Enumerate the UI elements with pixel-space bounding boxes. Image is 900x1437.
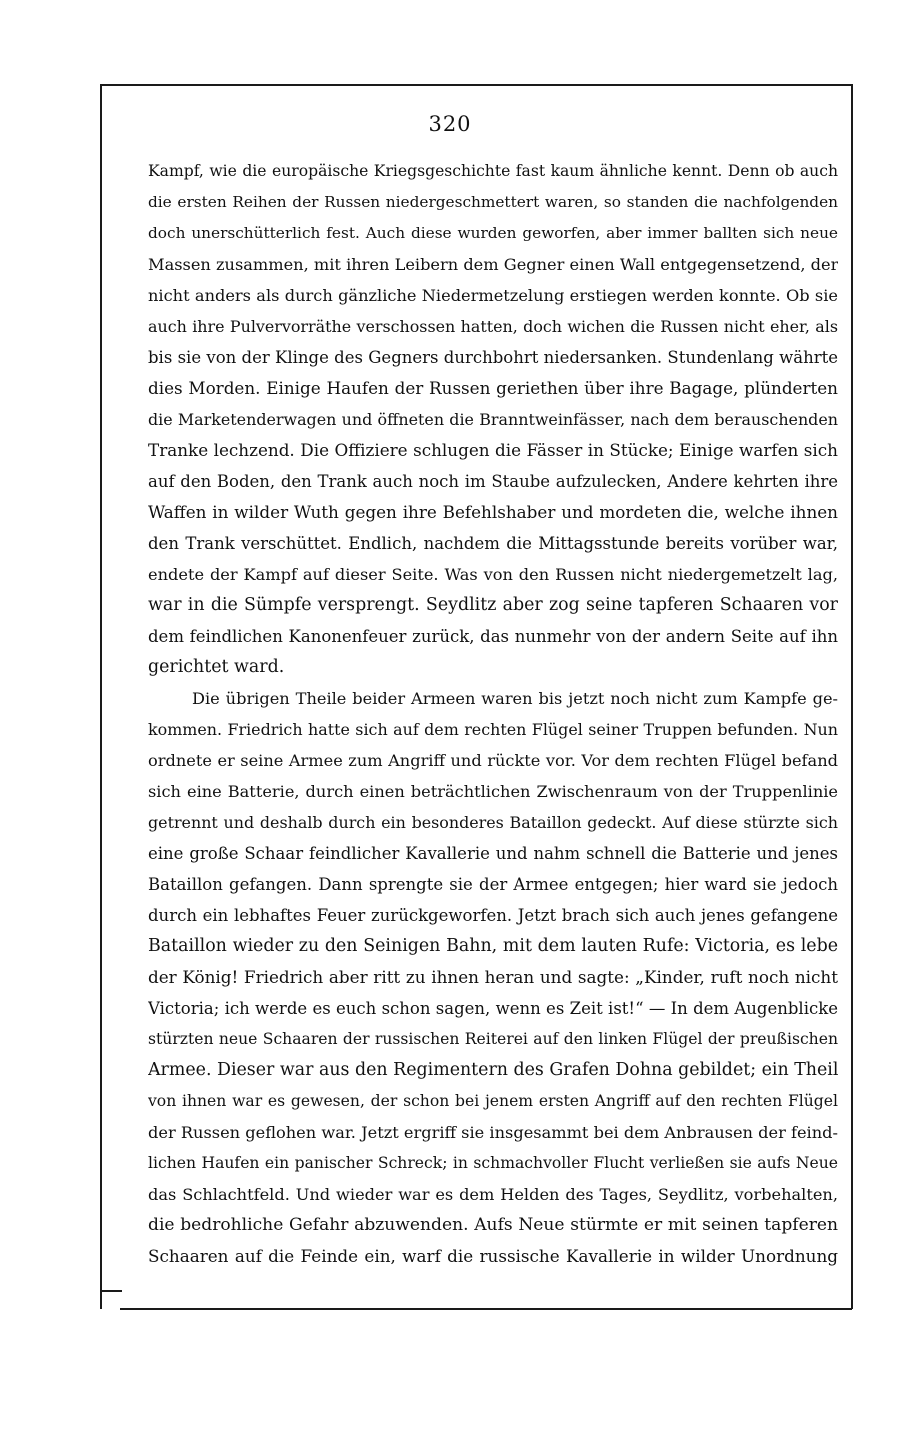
text-line: die Marketenderwagen und öffneten die Branntweinfässer, nach dem berauschenden — [148, 410, 838, 429]
text-line: stürzten neue Schaaren der russischen Reiterei auf den linken Flügel der preußischen — [148, 1030, 838, 1048]
text-line: endete der Kampf auf dieser Seite. Was von den Russen nicht niedergemetzelt lag, — [148, 565, 838, 584]
text-line: getrennt und deshalb durch ein besonderes Bataillon gedeckt. Auf diese stürzte sich — [148, 813, 838, 832]
text-line: von ihnen war es gewesen, der schon bei jenem ersten Angriff auf den rechten Flügel — [148, 1092, 838, 1110]
text-line: eine große Schaar feindlicher Kavallerie und nahm schnell die Batterie und jenes — [148, 844, 838, 863]
text-line: Die übrigen Theile beider Armeen waren bis jetzt noch nicht zum Kampfe ge- — [192, 689, 838, 708]
text-line: Bataillon gefangen. Dann sprengte sie der Armee entgegen; hier ward sie jedoch — [148, 875, 838, 894]
text-line: doch unerschütterlich fest. Auch diese wurden geworfen, aber immer ballten sich neue — [148, 224, 838, 242]
text-line: ordnete er seine Armee zum Angriff und rückte vor. Vor dem rechten Flügel befand — [148, 751, 838, 770]
text-line: die ersten Reihen der Russen niedergeschmettert waren, so standen die nachfolgenden — [148, 193, 838, 211]
text-line: Armee. Dieser war aus den Regimentern des Grafen Dohna gebildet; ein Theil — [148, 1060, 838, 1080]
text-line: der König! Friedrich aber ritt zu ihnen heran und sagte: „Kinder, ruft noch nicht — [148, 967, 838, 987]
text-line: Bataillon wieder zu den Seinigen Bahn, mit dem lauten Rufe: Victoria, es lebe — [148, 936, 838, 956]
frame-left-rule — [100, 84, 102, 1309]
body-text — [148, 156, 838, 1272]
frame-top-rule — [100, 84, 852, 86]
text-line: war in die Sümpfe versprengt. Seydlitz aber zog seine tapferen Schaaren vor — [148, 595, 838, 615]
text-line: dies Morden. Einige Haufen der Russen geriethen über ihre Bagage, plünderten — [148, 378, 838, 398]
text-line: Kampf, wie die europäische Kriegsgeschichte fast kaum ähnliche kennt. Denn ob auch — [148, 162, 838, 180]
page-number: 320 — [428, 112, 472, 136]
text-line: Victoria; ich werde es euch schon sagen, wenn es Zeit ist!“ — In dem Augenblicke — [148, 999, 838, 1018]
text-line: das Schlachtfeld. Und wieder war es dem Helden des Tages, Seydlitz, vorbehalten, — [148, 1185, 838, 1204]
text-line: gerichtet ward. — [148, 657, 285, 677]
text-line: auf den Boden, den Trank auch noch im Staube aufzulecken, Andere kehrten ihre — [148, 472, 838, 491]
text-line: auch ihre Pulvervorräthe verschossen hatten, doch wichen die Russen nicht eher, als — [148, 317, 838, 336]
text-line: Tranke lechzend. Die Offiziere schlugen die Fässer in Stücke; Einige warfen sich — [148, 440, 838, 460]
text-line: den Trank verschüttet. Endlich, nachdem die Mittagsstunde bereits vorüber war, — [148, 534, 838, 553]
text-line: der Russen geflohen war. Jetzt ergriff sie insgesammt bei dem Anbrausen der feind- — [148, 1123, 838, 1142]
frame-bottom-left-rule — [100, 1290, 122, 1292]
text-line: Waffen in wilder Wuth gegen ihre Befehlshaber und mordeten die, welche ihnen — [148, 502, 838, 522]
text-line: bis sie von der Klinge des Gegners durchbohrt niedersanken. Stundenlang währte — [148, 348, 838, 367]
text-line: durch ein lebhaftes Feuer zurückgeworfen. Jetzt brach sich auch jenes gefangene — [148, 906, 838, 925]
text-line: dem feindlichen Kanonenfeuer zurück, das nunmehr von der andern Seite auf ihn — [148, 627, 838, 646]
text-line: Massen zusammen, mit ihren Leibern dem Gegner einen Wall entgegensetzend, der — [148, 255, 838, 274]
frame-bottom-rule — [120, 1308, 852, 1310]
text-line: nicht anders als durch gänzliche Niedermetzelung erstiegen werden konnte. Ob sie — [148, 286, 838, 305]
text-line: lichen Haufen ein panischer Schreck; in schmachvoller Flucht verließen sie aufs Neue — [148, 1154, 838, 1172]
frame-right-rule — [851, 84, 853, 1309]
text-line: die bedrohliche Gefahr abzuwenden. Aufs Neue stürmte er mit seinen tapferen — [148, 1215, 838, 1235]
text-line: sich eine Batterie, durch einen beträchtlichen Zwischenraum von der Truppenlinie — [148, 782, 838, 801]
text-line: kommen. Friedrich hatte sich auf dem rechten Flügel seiner Truppen befunden. Nun — [148, 720, 838, 739]
text-line: Schaaren auf die Feinde ein, warf die russische Kavallerie in wilder Unordnung — [148, 1246, 838, 1266]
